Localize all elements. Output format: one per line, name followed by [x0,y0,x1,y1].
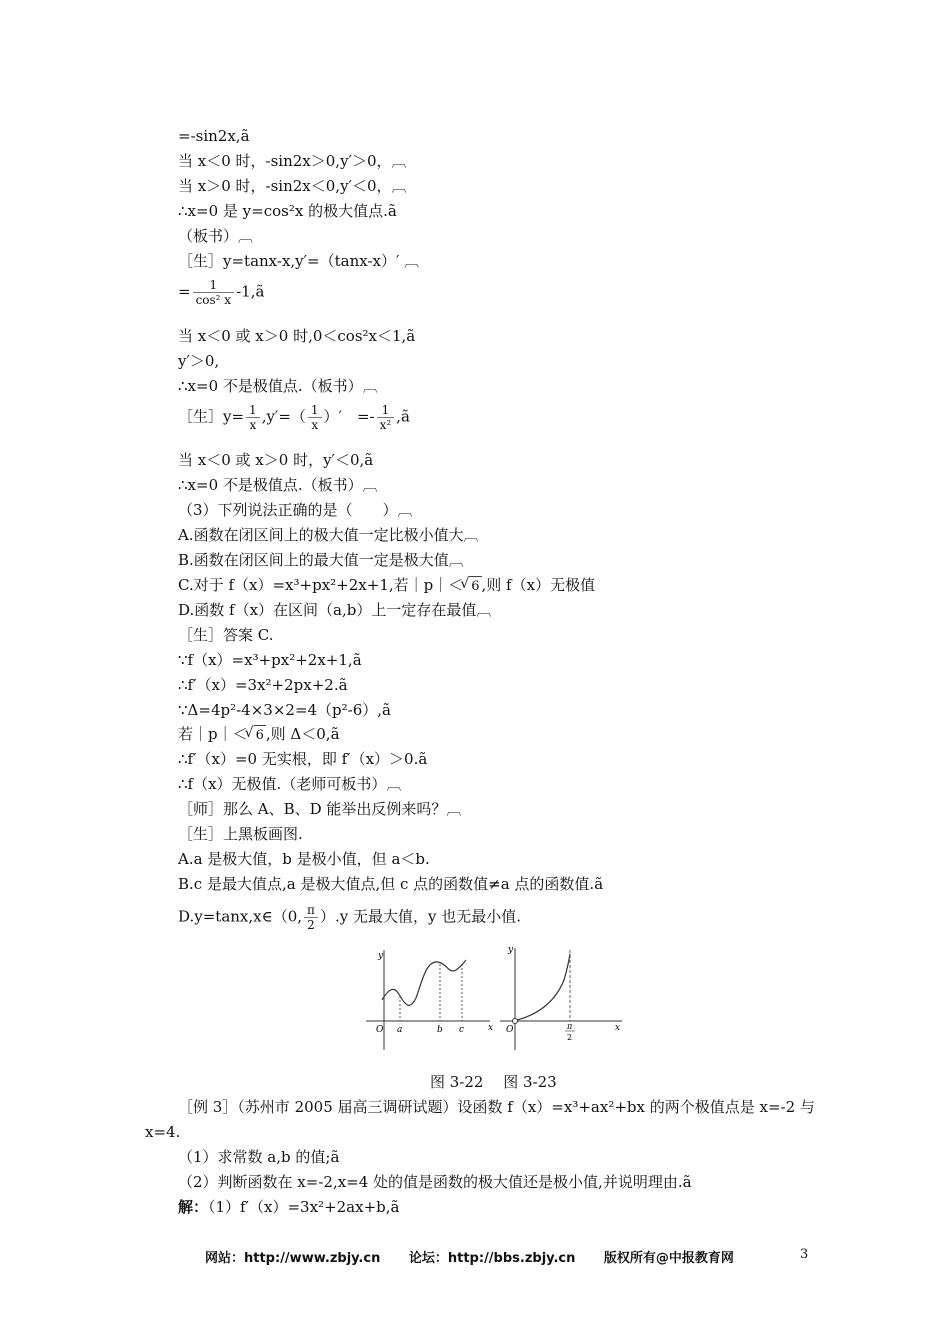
condition-suffix: ,则 Δ＜0,ã [265,725,340,743]
text-line: A.函数在闭区间上的极大值一定比极小值大︹ [178,526,479,544]
text-line: 当 x＜0 或 x＞0 时,0＜cos²x＜1,ã [178,327,416,345]
fraction-text: ）′ =- [323,407,375,426]
fraction [377,403,395,432]
x-label: x [488,1023,494,1033]
fraction-line-2 [178,403,410,432]
fraction [193,278,235,307]
fraction-numerator: 1 [377,403,395,418]
fraction-suffix: ,ã [396,407,410,426]
figure-3-22 [366,950,493,1050]
x-label: x [615,1023,621,1033]
text-line: B.函数在闭区间上的最大值一定是极大值︹ [178,551,464,569]
text-line: 当 x＜0 时，-sin2x＞0,y′＞0，︹ [178,152,407,170]
text-line: A.a 是极大值，b 是极小值，但 a＜b. [178,850,430,868]
fraction [308,403,322,432]
origin-point [513,1019,518,1024]
fraction-numerator: 1 [246,403,260,418]
fraction-denominator: cos² x [195,293,232,307]
example-solution-line [178,1197,399,1217]
text-line: D.函数 f（x）在区间（a,b）上一定存在最值︹ [178,601,492,619]
fraction-line-1 [178,278,264,307]
condition-line [178,724,340,746]
text-line: ［师］那么 A、B、D 能举出反例来吗？︹ [178,800,462,818]
option-d-suffix: ）.y 无最大值，y 也无最小值. [319,907,521,926]
page-number: 3 [800,1247,809,1262]
fraction-numerator: π [304,903,318,918]
pi-label: π [567,1022,573,1031]
text-line: ∴x=0 是 y=cos²x 的极大值点.ã [178,202,397,220]
fraction-numerator: 1 [193,278,235,293]
solution-label: 解： [178,1198,209,1216]
text-line: ∴f（x）无极值.（老师可板书）︹ [178,775,402,793]
text-line: （3）下列说法正确的是（ ）︹ [178,501,413,519]
two-label: 2 [567,1033,573,1042]
text-line: ∴f′（x）=0 无实根，即 f′（x）＞0.ã [178,750,428,768]
text-line: ∵f（x）=x³+px²+2x+1,ã [178,651,362,669]
fraction-denominator: x [249,418,257,432]
page-footer [205,1247,758,1266]
example-line-2: x=4. [145,1123,181,1141]
origin-label: O [376,1025,384,1035]
origin-label: O [506,1025,514,1035]
text-line: B.c 是最大值点,a 是极大值点,但 c 点的函数值≠a 点的函数值.ã [178,875,604,893]
solution-text: （1）f′（x）=3x²+2ax+b,ã [208,1198,400,1216]
text-line: ［生］答案 C. [178,626,274,644]
text-line: ∴f′（x）=3x²+2px+2.ã [178,676,348,694]
curve [382,960,466,1005]
fraction [246,403,260,432]
fraction-text: ,y′=（ [261,407,306,426]
option-c-suffix: ,则 f（x）无极值 [481,576,596,594]
text-line: ［生］y=tanx-x,y′=（tanx-x）′ ︹ [178,252,420,270]
example-line-1: ［例 3］（苏州市 2005 届高三调研试题）设函数 f（x）=x³+ax²+bx 的两个极值点是 x=-2 与 [178,1098,815,1116]
example-line-3: （1）求常数 a,b 的值;ã [178,1148,340,1166]
option-c-line [178,575,595,597]
footer-forum-link[interactable]: 论坛：http://bbs.zbjy.cn [408,1251,576,1266]
option-d-text: D.y=tanx,x∈（0, [178,907,303,926]
figure-graphs [360,940,630,1060]
figure-caption: 图 3-22 图 3-23 [430,1073,557,1091]
tan-curve [517,954,570,1020]
b-label: b [437,1025,443,1035]
footer-site-link[interactable]: 网站：http://www.zbjy.cn [205,1251,381,1266]
text-line: ∵Δ=4p²-4×3×2=4（p²-6）,ã [178,701,391,719]
option-d-example-line [178,903,521,932]
fraction-suffix: -1,ã [236,282,265,301]
option-c-text: C.对于 f（x）=x³+px²+2x+1,若｜p｜＜ [178,576,464,594]
text-line: 当 x＜0 或 x＞0 时，y′＜0,ã [178,451,374,469]
example-line-4: （2）判断函数在 x=-2,x=4 处的值是函数的极大值还是极小值,并说明理由.ã [178,1173,692,1191]
text-line: ［生］上黑板画图. [178,825,303,843]
y-label: y [508,945,514,955]
figure-3-23 [500,945,622,1050]
text-line: ∴x=0 不是极值点.（板书）︹ [178,476,378,494]
text-line: =-sin2x,ã [178,127,250,145]
c-label: c [459,1025,465,1035]
fraction-denominator: x² [379,418,392,432]
y-label: y [378,951,384,961]
sqrt-six: √ 6 [254,725,266,746]
sqrt-six: √ 6 [469,576,481,597]
text-line: y′＞0, [178,352,220,370]
a-label: a [397,1025,403,1035]
fraction [304,903,318,932]
fraction-prefix: = [178,282,191,301]
footer-copyright: 版权所有@中报教育网 [603,1251,734,1266]
text-line: 当 x＞0 时，-sin2x＜0,y′＜0，︹ [178,177,407,195]
text-line: ∴x=0 不是极值点.（板书）︹ [178,377,378,395]
fraction-denominator: 2 [307,918,315,932]
fraction-prefix: ［生］y= [178,407,245,426]
fraction-numerator: 1 [308,403,322,418]
text-line: （板书）︹ [178,227,254,245]
fraction-denominator: x [311,418,319,432]
condition-text: 若｜p｜＜ [178,725,248,743]
